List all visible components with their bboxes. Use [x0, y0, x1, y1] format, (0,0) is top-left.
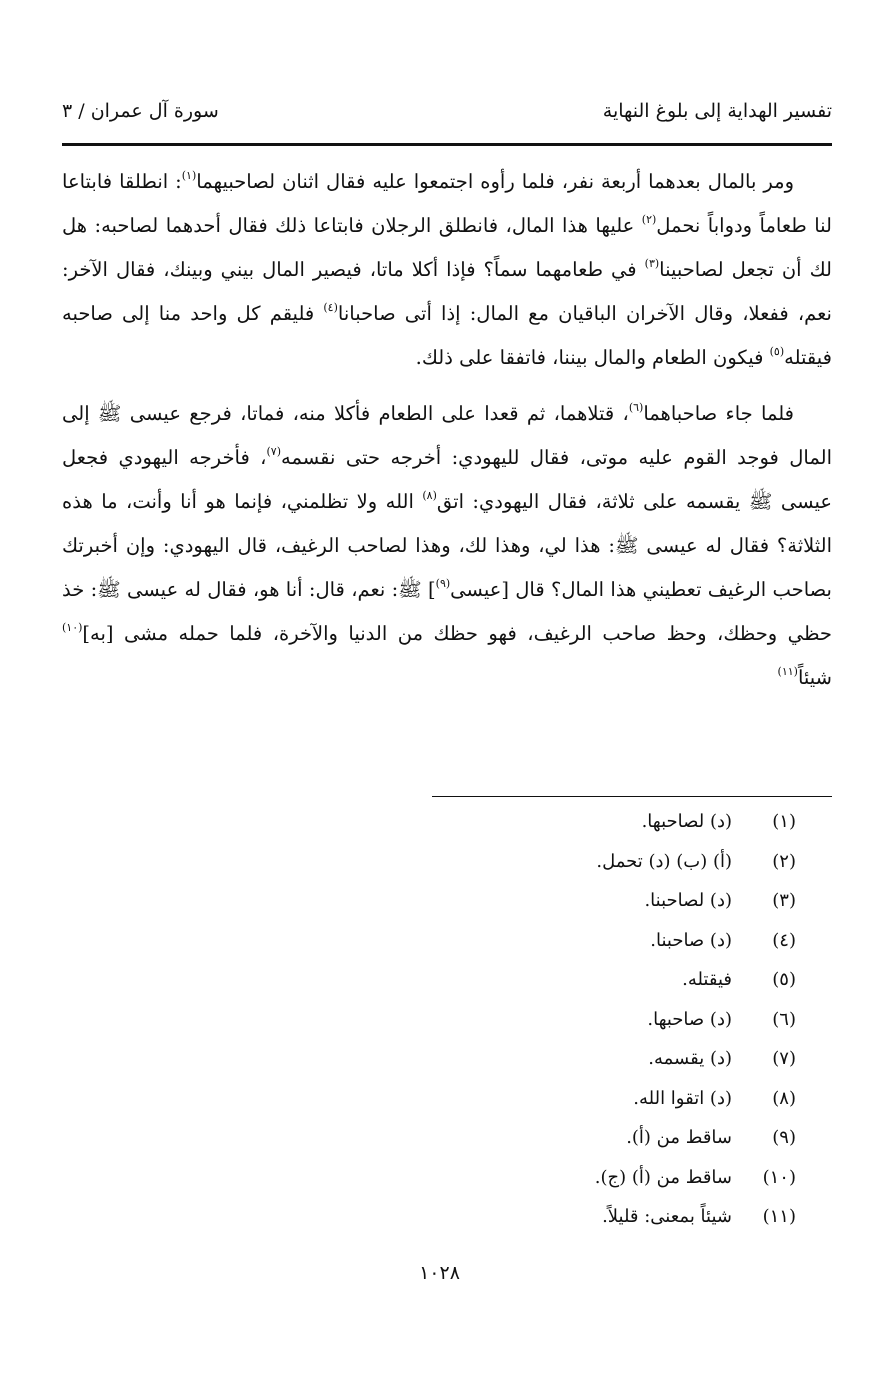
footnote-number: (٤)	[772, 929, 796, 951]
footnote-text: (أ) (ب) (د) تحمل.	[596, 850, 732, 872]
footnote-ref[interactable]: (٦)	[628, 401, 644, 414]
text-run: فلما جاء صاحباهما	[643, 402, 794, 425]
footnote	[396, 1039, 796, 1079]
footnote-text: (د) صاحبها.	[647, 1008, 732, 1030]
text-run: الله ولا تظلمني، فإنما هو أنا وأنت، ما هذه الثلاثة؟ فقال له عيسى ﷺ: هذا لي، وهذا لك، وهذا لصاحب الرغيف، قال اليهودي: وإن أخبرتك بصاحب الرغيف تعطيني هذا المال؟ قال [عيسى	[62, 490, 832, 601]
footnote	[396, 1079, 796, 1119]
footnote-text: (د) صاحبنا.	[650, 929, 732, 951]
page-number: ١٠٢٨	[419, 1262, 460, 1284]
paragraph-2	[62, 392, 832, 700]
footnote-text: (د) لصاحبنا.	[644, 890, 732, 911]
footnotes-list	[396, 802, 796, 1237]
footnote	[396, 842, 796, 882]
footnote-ref[interactable]: (٢)	[641, 213, 657, 226]
footnote-ref[interactable]: (٩)	[435, 577, 451, 590]
footnote-number: (٩)	[772, 1127, 796, 1148]
footnote-number: (٢)	[772, 850, 796, 872]
footnote-ref[interactable]: (٧)	[266, 445, 281, 458]
footnote-number: (٧)	[772, 1048, 796, 1069]
footnote-text: (د) لصاحبها.	[641, 811, 732, 832]
footnote	[396, 1158, 796, 1198]
text-run: في طعامهما سماً؟ فإذا أكلا ماتا، فيصير المال بيني وبينك، فقال الآخر: نعم، ففعلا، وقال الآخران الباقيان مع المال: إذا أتى صاحبانا	[62, 258, 832, 325]
footnote-ref[interactable]: (٨)	[422, 489, 437, 502]
text-run: فليقم كل واحد منا إلى صاحبه فيقتله	[62, 302, 832, 369]
surah-title: سورة آل عمران / ٣	[62, 100, 219, 122]
book-title: تفسير الهداية إلى بلوغ النهاية	[602, 100, 832, 122]
footnote-text: ساقط من (أ).	[626, 1127, 732, 1148]
footnote-ref[interactable]: (١٠)	[62, 621, 83, 634]
footnote	[396, 802, 796, 842]
footnote-text: فيقتله.	[682, 969, 732, 990]
text-run: ] ﷺ: نعم، قال: أنا هو، فقال له عيسى ﷺ: خذ حظي وحظك، وحظ صاحب الرغيف، فهو حظك من الدنيا والآخرة، فلما حمله مشى [به]	[62, 578, 832, 645]
text-run: : انطلقا فابتاعا لنا طعاماً ودواباً نحمل	[62, 170, 832, 237]
text-run: ومر بالمال بعدهما أربعة نفر، فلما رأوه اجتمعوا عليه فقال اثنان لصاحبيهما	[196, 170, 794, 193]
footnote-ref[interactable]: (٣)	[644, 257, 660, 270]
footnote-number: (٨)	[772, 1087, 796, 1109]
footnote	[396, 960, 796, 1000]
text-run: فيكون الطعام والمال بيننا، فاتفقا على ذلك.	[415, 346, 770, 369]
text-run: ، قتلاهما، ثم قعدا على الطعام فأكلا منه، فماتا، فرجع عيسى ﷺ إلى المال فوجد القوم عليه موتى، فقال لليهودي: أخرجه حتى نقسمه	[62, 402, 833, 469]
footnote-ref[interactable]: (١١)	[777, 665, 798, 678]
running-head	[62, 100, 832, 122]
footnote-ref[interactable]: (٤)	[323, 301, 338, 314]
footnote-number: (١٠)	[762, 1166, 796, 1188]
footnote-ref[interactable]: (٥)	[769, 345, 785, 358]
footnote	[396, 921, 796, 961]
footnote-text: شيئاً بمعنى: قليلاً.	[602, 1206, 732, 1227]
footnotes-rule	[432, 796, 832, 797]
footnote-number: (٥)	[772, 969, 796, 990]
text-run: ، فأخرجه اليهودي فجعل عيسى ﷺ يقسمه على ثلاثة، فقال اليهودي: اتق	[62, 446, 832, 513]
footnote	[396, 1118, 796, 1158]
footnote-number: (٦)	[772, 1008, 796, 1030]
main-text	[62, 160, 832, 700]
footnote-text: (د) يقسمه.	[648, 1048, 732, 1069]
header-rule	[62, 143, 832, 146]
footnote-number: (١)	[772, 811, 796, 832]
footnote-number: (٣)	[772, 890, 796, 911]
paragraph-1	[62, 160, 832, 380]
footnote	[396, 1000, 796, 1040]
text-run: شيئاً	[797, 666, 832, 689]
footnote-text: (د) اتقوا الله.	[633, 1087, 732, 1109]
footnote-number: (١١)	[762, 1206, 796, 1227]
footnote-ref[interactable]: (١)	[181, 169, 197, 182]
text-run: عليها هذا المال، فانطلق الرجلان فابتاعا ذلك فقال أحدهما لصاحبه: هل لك أن تجعل لصاحبينا	[62, 214, 832, 281]
footnote-text: ساقط من (أ) (ج).	[594, 1166, 732, 1188]
footnote	[396, 1197, 796, 1237]
footnote	[396, 881, 796, 921]
